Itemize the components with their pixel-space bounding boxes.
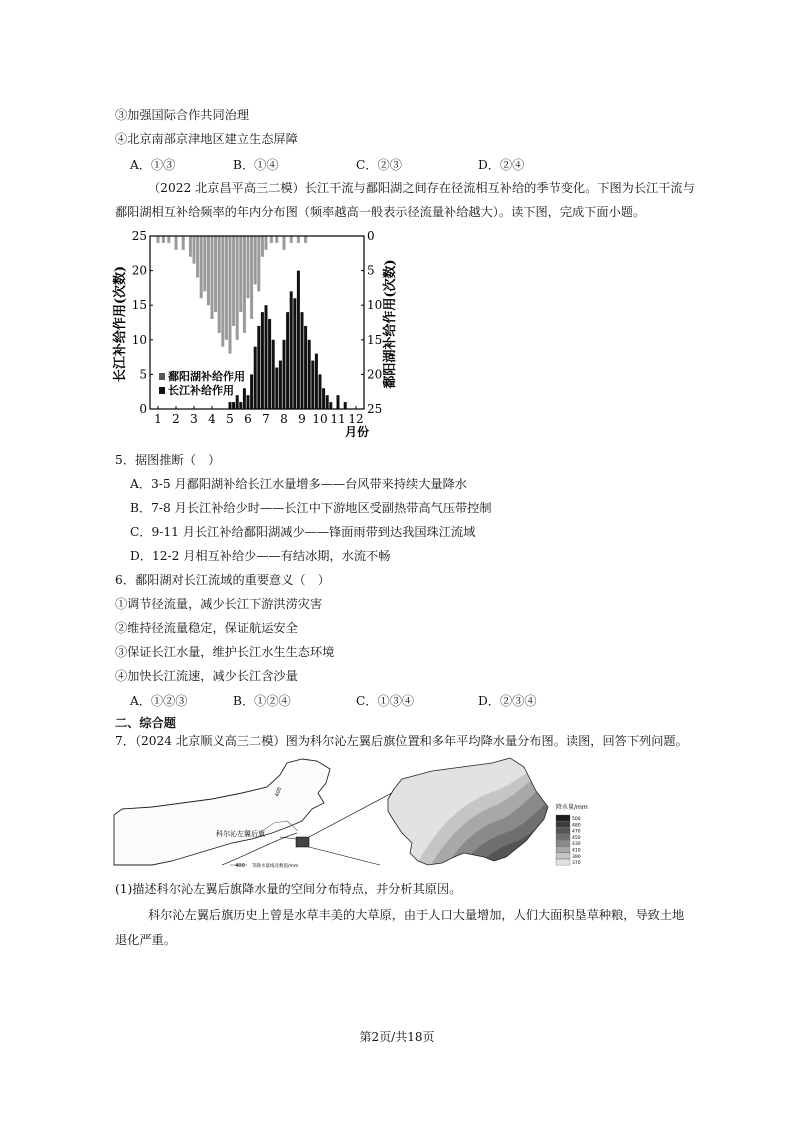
x-tick-label: 12 — [348, 412, 364, 426]
poyang-bar — [265, 236, 268, 250]
q6-stem: 6．鄱阳湖对长江流域的重要意义（ ） — [115, 573, 330, 587]
q5-option-a: A．3-5 月鄱阳湖补给长江水量增多——台风带来持续大量降水 — [130, 477, 467, 491]
poyang-bar — [193, 236, 196, 264]
poyang-bar — [297, 236, 300, 243]
poyang-bar — [225, 236, 228, 340]
map-legend-swatch — [556, 853, 570, 859]
prev-option-b: B．①④ — [233, 158, 279, 172]
poyang-bar — [232, 236, 235, 326]
left-axis-label: 长江补给作用(次数) — [113, 265, 128, 383]
changjiang-bar — [279, 361, 282, 409]
q5-stem: 5．据图推断（ ） — [115, 453, 221, 467]
poyang-bar — [290, 236, 293, 243]
changjiang-bar — [261, 312, 264, 409]
right-axis-label: 鄱阳湖补给作用(次数) — [383, 259, 398, 389]
map-legend-swatch — [556, 821, 570, 827]
changjiang-bar — [286, 312, 289, 409]
x-tick-label: 6 — [244, 412, 252, 426]
prev-option-a: A．①③ — [130, 158, 176, 172]
poyang-bar — [243, 236, 246, 333]
map-legend-value: 430 — [572, 842, 581, 848]
poyang-bar — [203, 236, 206, 291]
right-tick-label: 15 — [367, 332, 383, 347]
changjiang-bar — [301, 312, 304, 409]
x-axis-label: 月份 — [344, 425, 370, 439]
changjiang-bar — [243, 388, 246, 409]
legend-changjiang: 长江补给作用 — [168, 384, 234, 397]
map-legend-value: 390 — [572, 854, 581, 860]
place-label: 科尔沁左翼后旗 — [216, 830, 265, 838]
changjiang-bar — [232, 402, 235, 409]
location-marker — [296, 837, 309, 847]
x-tick-label: 3 — [190, 412, 198, 426]
poyang-bar — [236, 236, 239, 340]
changjiang-bar — [319, 374, 322, 409]
prev-option-c: C．②③ — [356, 158, 402, 172]
changjiang-bar — [290, 291, 293, 409]
x-tick-label: 9 — [298, 412, 306, 426]
map-legend-swatch — [556, 859, 570, 865]
poyang-bar — [189, 236, 192, 257]
q7-intro: 7．（2024 北京顺义高三二模）图为科尔沁左翼后旗位置和多年平均降水量分布图。读图，回答下列问题。 — [115, 734, 688, 748]
changjiang-bar — [308, 340, 311, 409]
x-tick-label: 4 — [208, 412, 216, 426]
changjiang-bar — [315, 354, 318, 409]
poyang-bar — [221, 236, 224, 347]
changjiang-bar — [254, 347, 257, 409]
right-tick-label: 20 — [367, 367, 383, 382]
prev-item-4: ④北京南部京津地区建立生态屏障 — [115, 132, 298, 146]
changjiang-bar — [322, 388, 325, 409]
map-legend-swatch — [556, 828, 570, 834]
changjiang-bar — [236, 395, 239, 409]
poyang-bar — [275, 236, 278, 243]
map-legend-value: 410 — [572, 848, 581, 854]
map-legend-swatch — [556, 834, 570, 840]
map-legend-value: 450 — [572, 835, 581, 841]
section-heading: 二、综合题 — [115, 716, 176, 730]
legend-swatch-poyang — [159, 373, 165, 380]
changjiang-bar — [275, 367, 278, 409]
isohyet-legend-value: 400 — [235, 863, 245, 869]
q6-item-4: ④加快长江流速，减少长江含沙量 — [115, 669, 298, 683]
legend-poyang: 鄱阳湖补给作用 — [168, 370, 245, 383]
q7-sub-1: (1)描述科尔沁左翼后旗降水量的空间分布特点，并分析其原因。 — [115, 882, 462, 896]
poyang-bar — [200, 236, 203, 298]
map-legend-value: 470 — [572, 829, 581, 835]
prev-item-3: ③加强国际合作共同治理 — [115, 108, 250, 122]
supply-frequency-chart — [112, 228, 412, 446]
intro-line-2: 鄱阳湖相互补给频率的年内分布图（频率越高一般表示径流量补给越大）。读下图，完成下面小题。 — [115, 205, 646, 219]
zoom-line-bottom — [309, 847, 380, 865]
poyang-bar — [211, 236, 214, 319]
poyang-bar — [247, 236, 250, 298]
q6-item-3: ③保证长江水量，维护长江水生生态环境 — [115, 645, 335, 659]
x-tick-label: 2 — [172, 412, 180, 426]
q5-option-c: C．9-11 月长江补给鄱阳湖减少——锋面雨带到达我国珠江流域 — [130, 525, 476, 539]
map-legend — [556, 815, 581, 866]
changjiang-bar — [265, 305, 268, 409]
x-tick-label: 10 — [312, 412, 328, 426]
region-outline — [114, 759, 330, 865]
changjiang-bar — [304, 326, 307, 409]
map-legend-value: 480 — [572, 823, 581, 829]
changjiang-bar — [257, 326, 260, 409]
poyang-bar — [254, 236, 257, 284]
map-legend-value: 370 — [572, 861, 581, 867]
changjiang-bar — [297, 271, 300, 409]
poyang-bar — [157, 236, 160, 243]
q6-option-b: B．①②④ — [233, 694, 291, 708]
isohyet-legend-text: 等降水量线及数值/mm — [252, 864, 299, 869]
right-tick-label: 25 — [367, 402, 383, 416]
changjiang-bar — [344, 402, 347, 409]
poyang-bar — [175, 236, 178, 250]
changjiang-bar — [311, 361, 314, 409]
poyang-bar — [261, 236, 264, 257]
page-footer: 第2页/共18页 — [359, 1030, 435, 1044]
map-legend-swatch — [556, 815, 570, 821]
changjiang-bar — [268, 319, 271, 409]
right-tick-label: 10 — [367, 298, 383, 313]
left-tick-label: 20 — [131, 263, 147, 278]
q6-option-d: D．②③④ — [478, 694, 537, 708]
poyang-bar — [283, 236, 286, 250]
changjiang-bar — [329, 402, 332, 409]
x-tick-label: 7 — [262, 412, 270, 426]
poyang-bar — [270, 236, 273, 243]
changjiang-bar — [250, 374, 253, 409]
precipitation-map — [112, 757, 588, 872]
left-tick-label: 25 — [131, 229, 147, 243]
changjiang-bar — [326, 395, 329, 409]
left-tick-label: 0 — [139, 402, 147, 416]
precipitation-bands — [382, 757, 552, 872]
poyang-bar — [207, 236, 210, 305]
poyang-bar — [182, 236, 185, 250]
poyang-bar — [196, 236, 199, 278]
prev-option-d: D．②④ — [478, 158, 525, 172]
q6-option-a: A．①②③ — [130, 694, 188, 708]
isohyet-value-north: 400 — [274, 786, 284, 798]
map-legend-swatch — [556, 847, 570, 853]
map-legend-value: 500 — [572, 817, 581, 822]
poyang-bar — [214, 236, 217, 312]
map-legend-title: 降水量/mm — [556, 804, 588, 811]
poyang-bar — [167, 236, 170, 243]
left-tick-label: 10 — [131, 332, 147, 347]
x-tick-label: 8 — [280, 412, 288, 426]
q7-paragraph-line-2: 退化严重。 — [115, 933, 176, 947]
legend-swatch-changjiang — [159, 387, 165, 394]
changjiang-bar — [272, 340, 275, 409]
x-tick-label: 5 — [226, 412, 234, 426]
poyang-bar — [304, 236, 307, 243]
x-tick-label: 1 — [154, 412, 162, 426]
right-tick-label: 0 — [367, 229, 375, 243]
left-tick-label: 5 — [139, 367, 147, 382]
changjiang-bar — [293, 298, 296, 409]
q6-item-2: ②维持径流量稳定，保证航运安全 — [115, 621, 298, 635]
left-tick-label: 15 — [131, 298, 147, 313]
poyang-bar — [257, 236, 260, 291]
q6-item-1: ①调节径流量，减少长江下游洪涝灾害 — [115, 597, 323, 611]
map-legend-swatch — [556, 840, 570, 846]
q5-option-b: B．7-8 月长江补给少时——长江中下游地区受副热带高气压带控制 — [130, 501, 492, 515]
poyang-bar — [239, 236, 242, 312]
poyang-bar — [162, 236, 165, 243]
x-tick-label: 11 — [330, 412, 346, 426]
right-tick-label: 5 — [367, 263, 375, 278]
poyang-bar — [250, 236, 253, 319]
q6-option-c: C．①③④ — [356, 694, 415, 708]
changjiang-bar — [283, 340, 286, 409]
q7-paragraph-line-1: 科尔沁左翼后旗历史上曾是水草丰美的大草原，由于人口大量增加，人们大面积垦草种粮，导致土地 — [148, 908, 685, 922]
poyang-bar — [229, 236, 232, 354]
q5-option-d: D．12-2 月相互补给少——有结冰期，水流不畅 — [130, 549, 391, 563]
changjiang-bar — [239, 402, 242, 409]
poyang-bar — [218, 236, 221, 333]
intro-line-1: （2022 北京昌平高三二模）长江干流与鄱阳湖之间存在径流相互补给的季节变化。下图为长江干流与 — [148, 181, 695, 195]
